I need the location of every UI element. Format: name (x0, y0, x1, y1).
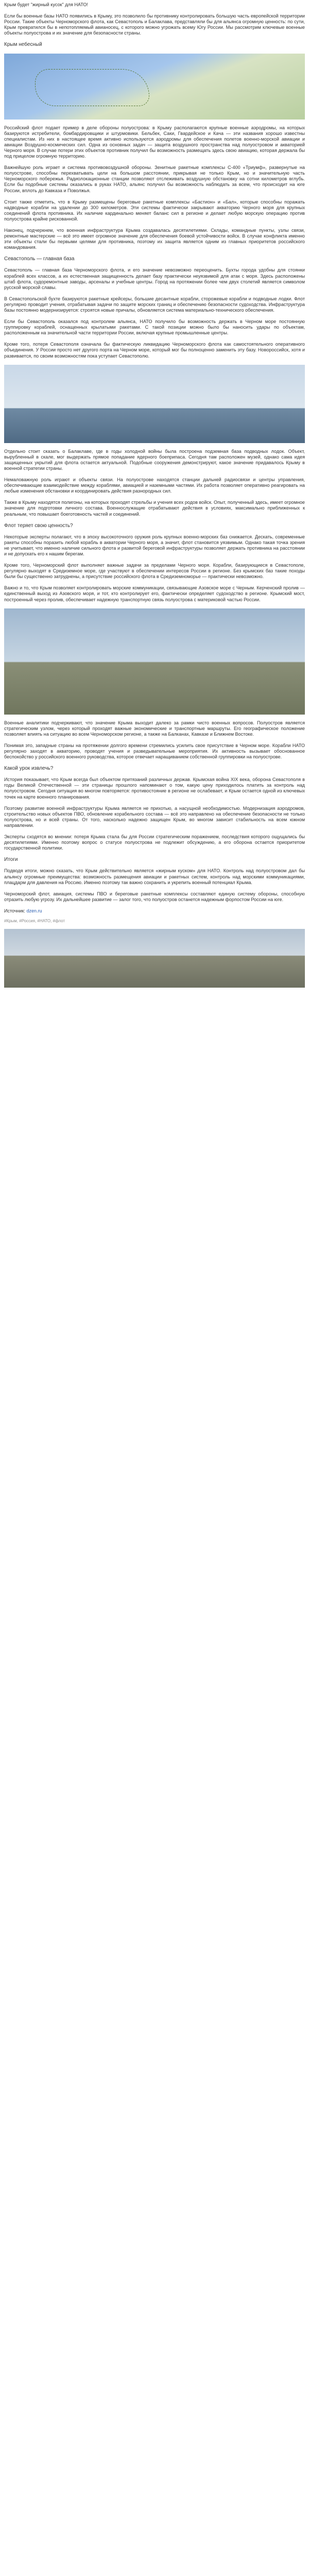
paragraph: Также в Крыму находятся полигоны, на которых проходят стрельбы и учения всех родов войск. Опыт, полученный здесь, имеет огромное значение для подготовки личного состава. Военнослужащие отрабатывают действия в условиях, максимально приближенных к реальным, что повышает боеготовность частей и соединений. (4, 500, 305, 517)
section-heading: Какой урок извлечь? (4, 766, 54, 772)
paragraph: Понимая это, западные страны на протяжении долгого времени стремились усилить свое присутствие в Черном море. Корабли НАТО регулярно заходят в акваторию, проводят учения и разведывательные мероприятия. Их активность вызывает обоснованное беспокойство у российского военного руководства, которое отвечает наращиванием собственной группировки на полуострове. (4, 742, 305, 760)
paragraph: В Севастопольской бухте базируются ракетные крейсеры, большие десантные корабли, сторожевые корабли и подводные лодки. Флот регулярно проводит учения, отрабатывая задачи по защите морских границ и обеспечению безопасности судоходства. Инфраструктура базы постоянно модернизируется: строятся новые причалы, обновляется система материально-технического обеспечения. (4, 296, 305, 313)
paragraph: Черноморский флот, авиация, системы ПВО и береговые ракетные комплексы составляют единую систему обороны, способную отразить любую угрозу. Их дальнейшее развитие — залог того, что полуостров останется надежным форпостом России на юге. (4, 891, 305, 902)
paragraph: Эксперты сходятся во мнении: потеря Крыма стала бы для России стратегическим поражением, последствия которого ощущались бы десятилетиями. Именно поэтому вопрос о статусе полуострова не подлежит обсуждению, а его оборона остается приоритетом государственной политики. (4, 834, 305, 851)
article-image-map (4, 54, 305, 120)
section-heading: Крым небесный (4, 42, 42, 48)
section-heading: Флот теряет свою ценность? (4, 522, 73, 529)
paragraph: Подводя итоги, можно сказать, что Крым действительно является «жирным куском» для НАТО. Контроль над полуостровом дал бы альянсу огромные преимущества: возможность размещения авиации и ракетных систем, контроль над морскими коммуникациями, плацдарм для давления на Россию. Именно поэтому так важно сохранить и укрепить военный потенциал Крыма. (4, 868, 305, 885)
article-image-ships (4, 365, 305, 443)
paragraph: Российский флот подает пример в деле обороны полуострова: в Крыму располагаются крупные военные аэродромы, на которых базируются истребители, бомбардировщики и штурмовики. Бельбек, Саки, Гвардейское и Кача — эти названия хорошо известны специалистам. Из них в настоящее время активно используются аэродромы для обеспечения полетов военно-морской авиации и авиации Воздушно-космических сил. Одна из основных задач — защита воздушного пространства над полуостровом и акваторией Черного моря. В случае потери этих объектов противник получил бы возможность размещать здесь свою авиацию, которая держала бы под прицелом огромную территорию. (4, 125, 305, 159)
paragraph: Военные аналитики подчеркивают, что значение Крыма выходит далеко за рамки чисто военных вопросов. Полуостров является стратегическим узлом, через который проходят важные экономические и транспортные маршруты. Его географическое положение позволяет влиять на ситуацию во всем Черноморском регионе, а также на Балканах, Кавказе и Ближнем Востоке. (4, 720, 305, 737)
paragraph: Некоторые эксперты полагают, что в эпоху высокоточного оружия роль крупных военно-морских баз снижается. Дескать, современные ракеты способны поразить любой корабль в акватории Черного моря, а значит, флот становится уязвимым. Однако такая точка зрения не учитывает, что именно наличие сильного флота и развитой береговой инфраструктуры позволяет держать противника на расстоянии и не допускать его к нашим берегам. (4, 534, 305, 556)
paragraph: Поэтому развитие военной инфраструктуры Крыма является не прихотью, а насущной необходимостью. Модернизация аэродромов, строительство новых объектов ПВО, обновление корабельного состава — всё это направлено на обеспечение безопасности не только полуострова, но и всей страны. От того, насколько надежно защищен Крым, во многом зависит стабильность на всем южном направлении. (4, 805, 305, 828)
tags-line[interactable]: #Крым, #Россия, #НАТО, #флот (4, 918, 65, 923)
paragraph: Если бы Севастополь оказался под контролем альянса, НАТО получило бы возможность держать в Черном море постоянную группировку кораблей, оснащенных крылатыми ракетами. С такой позиции можно было бы наносить удары по объектам, расположенным на значительной части территории России, включая крупные промышленные центры. (4, 319, 305, 336)
article-image-bottom (4, 929, 305, 988)
article-title: Крым будет "жирный кусок" для НАТО! (4, 2, 88, 7)
paragraph: Кроме того, Черноморский флот выполняет важные задачи за пределами Черного моря. Корабли, базирующиеся в Севастополе, регулярно выходят в Средиземное море, где участвуют в обеспечении интересов России в регионе. Без крымских баз такие походы были бы существенно затруднены, а присутствие российского флота в Средиземноморье — практически невозможно. (4, 563, 305, 580)
paragraph: Кроме того, потеря Севастополя означала бы фактическую ликвидацию Черноморского флота как самостоятельного оперативного объединения. У России просто нет другого порта на Черном море, который мог бы полноценно заменить эту базу. Новороссийск, хотя и развивается, по своим возможностям пока уступает Севастополю. (4, 342, 305, 359)
map-coastline (35, 69, 149, 106)
section-heading: Севастополь — главная база (4, 256, 75, 262)
article-image-cityscape (4, 608, 305, 715)
section-heading: Итоги (4, 857, 18, 863)
paragraph: Если бы военные базы НАТО появились в Крыму, это позволило бы противнику контролировать большую часть европейской территории России. Такие объекты Черноморского флота, как Севастополь и Балаклава, представляли бы для альянса огромную ценность: по сути, Крым превратился бы в непотопляемый авианосец, с которого можно угрожать всему Югу России. Мы рассмотрим ключевые военные объекты полуострова и их значение для безопасности страны. (4, 13, 305, 36)
paragraph: Стоит также отметить, что в Крыму размещены береговые ракетные комплексы «Бастион» и «Бал», которые способны поражать надводные корабли на удалении до 300 километров. Эти системы фактически закрывают акваторию Черного моря для крупных соединений флота противника. Их наличие кардинально меняет баланс сил в регионе и делает любую морскую операцию против полуострова крайне рискованной. (4, 199, 305, 222)
paragraph: Отдельно стоит сказать о Балаклаве, где в годы холодной войны была построена подземная база подводных лодок. Объект, вырубленный в скале, мог выдержать прямое попадание ядерного боеприпаса. Сегодня там расположен музей, однако сама идея защищенных укрытий для флота остается актуальной. Подобные сооружения демонстрируют, какое значение придавалось Крыму в военной стратегии страны. (4, 448, 305, 471)
paragraph: Немаловажную роль играют и объекты связи. На полуострове находятся станции дальней радиосвязи и центры управления, обеспечивающие взаимодействие между кораблями, авиацией и наземными частями. Их работа позволяет оперативно реагировать на любые изменения обстановки и координировать действия разнородных сил. (4, 477, 305, 494)
paragraph: История показывает, что Крым всегда был объектом притязаний различных держав. Крымская война XIX века, оборона Севастополя в годы Великой Отечественной — эти страницы прошлого напоминают о том, какую цену приходилось платить за контроль над полуостровом. Сегодня ситуация во многом повторяется: противостояние в регионе не ослабевает, и Крым остается одной из ключевых точек на карте военного планирования. (4, 777, 305, 800)
source-link[interactable]: dzen.ru (26, 908, 42, 913)
paragraph: Севастополь — главная база Черноморского флота, и его значение невозможно переоценить. Бухты города удобны для стоянки кораблей всех классов, а их естественная защищенность делает базу практически неуязвимой для атак с моря. Здесь расположены штаб флота, судоремонтные заводы, арсеналы и учебные центры. Город на протяжении более чем двух столетий является символом русской морской славы. (4, 267, 305, 290)
paragraph: Важно и то, что Крым позволяет контролировать морские коммуникации, связывающие Азовское море с Черным. Керченский пролив — единственный выход из Азовского моря, и тот, кто контролирует его, фактически определяет судоходство в регионе. Крымский мост, построенный через пролив, обеспечивает надежную транспортную связь полуострова с материковой частью России. (4, 585, 305, 602)
article (0, 0, 309, 988)
source-line (4, 908, 305, 914)
source-label: Источник: (4, 908, 25, 913)
paragraph: Важнейшую роль играет и система противовоздушной обороны. Зенитные ракетные комплексы С-400 «Триумф», развернутые на полуострове, способны перехватывать цели на большом расстоянии, прикрывая не только Крым, но и значительную часть Черноморского побережья. Радиолокационные станции позволяют отслеживать воздушную обстановку на сотни километров вглубь. Если бы подобные системы оказались в руках НАТО, альянс получил бы возможность наблюдать за всем, что происходит на юге России, вплоть до Кавказа и Поволжья. (4, 165, 305, 193)
paragraph: Наконец, подчеркнем, что военная инфраструктура Крыма создавалась десятилетиями. Склады, командные пункты, узлы связи, ремонтные мастерские — всё это имеет огромное значение для обеспечения боевой устойчивости войск. В случае конфликта именно эти объекты стали бы первыми целями для противника, поэтому их защита является одним из главных приоритетов российского командования. (4, 227, 305, 250)
